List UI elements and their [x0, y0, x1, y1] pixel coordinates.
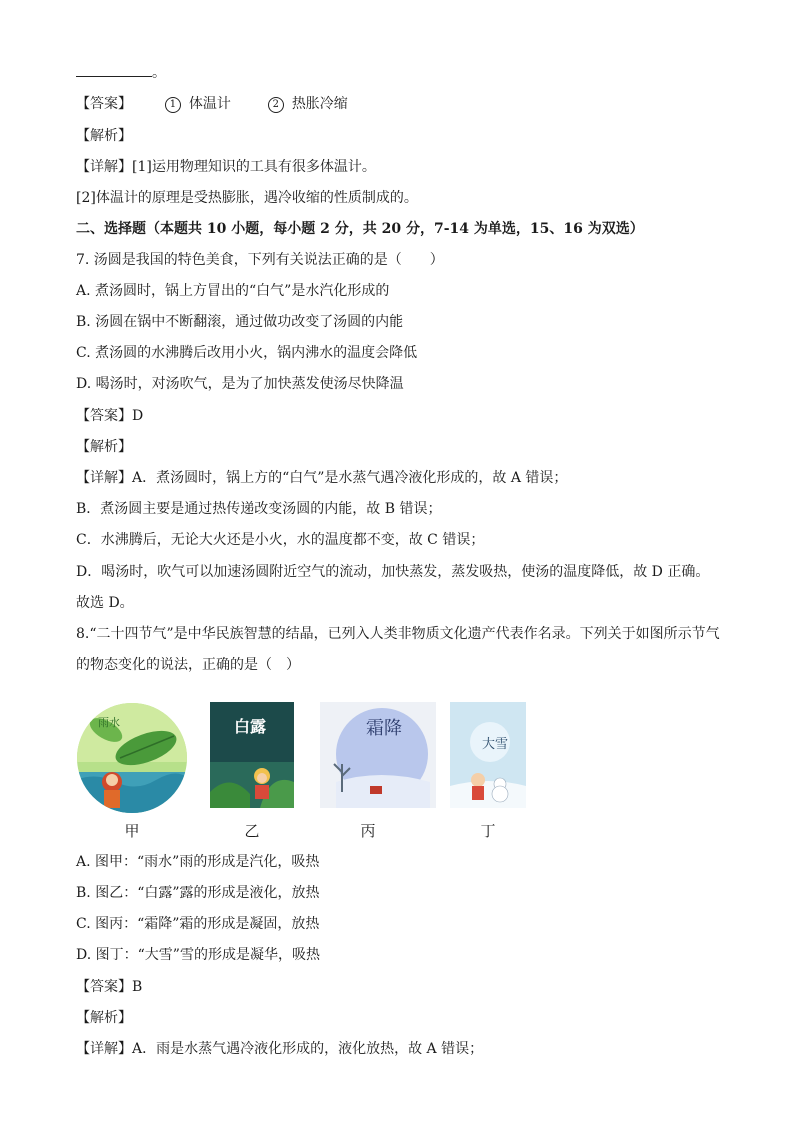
q8-stem-line-1: 8.“二十四节气”是中华民族智慧的结晶，已列入人类非物质文化遗产代表作名录。下列关于如图所示节气: [76, 626, 720, 642]
figure-frost-descent: [320, 702, 436, 808]
figure-caption-jia: 甲: [124, 822, 140, 840]
q7-detail-a: 【详解】A．煮汤圆时，锅上方的“白气”是水蒸气遇冷液化形成的，故 A 错误；: [76, 470, 568, 486]
answer-label: 【答案】: [76, 96, 132, 112]
q7-detail-c: C．水沸腾后，无论大火还是小火，水的温度都不变，故 C 错误；: [76, 532, 485, 548]
q8-option-a: A. 图甲：“雨水”雨的形成是汽化，吸热: [76, 854, 320, 870]
answer-2: 热胀冷缩: [291, 96, 348, 112]
q6-detail-1: 【详解】[1]运用物理知识的工具有很多体温计。: [76, 159, 376, 175]
q7-detail-b: B．煮汤圆主要是通过热传递改变汤圆的内能，故 B 错误；: [76, 501, 442, 517]
q6-analysis-label: 【解析】: [76, 128, 132, 144]
figure-white-dew: [210, 702, 294, 808]
q8-option-b: B. 图乙：“白露”露的形成是液化，放热: [76, 885, 320, 901]
q7-stem: 7. 汤圆是我国的特色美食，下列有关说法正确的是（ ）: [76, 252, 444, 268]
q8-stem-line-2: 的物态变化的说法，正确的是（ ）: [76, 657, 300, 673]
q8-option-c: C. 图丙：“霜降”霜的形成是凝固，放热: [76, 916, 320, 932]
circled-number-2: 2: [268, 97, 284, 113]
q8-detail-a: 【详解】A．雨是水蒸气遇冷液化形成的，液化放热，故 A 错误；: [76, 1041, 484, 1057]
q7-option-c: C. 煮汤圆的水沸腾后改用小火，锅内沸水的温度会降低: [76, 345, 418, 361]
figure-rain-water: [76, 702, 188, 814]
section-title: 二、选择题（本题共 10 小题，每小题 2 分，共 20 分，7-14 为单选，15、16 为双选）: [76, 221, 644, 237]
answer-1: 体温计: [188, 96, 231, 112]
fill-in-blank-line: 。: [76, 62, 166, 83]
answer-blank: [76, 62, 152, 77]
solar-terms-figures: [76, 702, 536, 842]
q7-analysis-label: 【解析】: [76, 439, 132, 455]
q8-answer: 【答案】B: [76, 979, 143, 995]
q8-option-d: D. 图丁：“大雪”雪的形成是凝华，吸热: [76, 947, 320, 963]
circled-number-1: 1: [165, 97, 181, 113]
figure-title: 大雪: [482, 737, 509, 752]
q7-answer: 【答案】D: [76, 408, 144, 424]
q8-analysis-label: 【解析】: [76, 1010, 132, 1026]
q7-option-d: D. 喝汤时，对汤吹气，是为了加快蒸发使汤尽快降温: [76, 376, 404, 392]
figure-heavy-snow: [450, 702, 526, 808]
q6-answer: [76, 94, 348, 114]
figure-caption-yi: 乙: [244, 822, 260, 840]
figure-caption-bing: 丙: [360, 822, 376, 840]
figure-title-char: 雨水: [98, 716, 120, 729]
q7-detail-d: D．喝汤时，吹气可以加速汤圆附近空气的流动，加快蒸发，蒸发吸热，使汤的温度降低，故 D 正确。: [76, 564, 710, 580]
q7-option-a: A. 煮汤圆时，锅上方冒出的“白气”是水汽化形成的: [76, 283, 390, 299]
figure-title: 霜降: [366, 718, 402, 739]
figure-title: 白露: [234, 717, 267, 736]
q7-option-b: B. 汤圆在锅中不断翻滚，通过做功改变了汤圆的内能: [76, 314, 404, 330]
q7-conclusion: 故选 D。: [76, 595, 134, 611]
figure-caption-ding: 丁: [480, 822, 496, 840]
q6-detail-2: [2]体温计的原理是受热膨胀，遇冷收缩的性质制成的。: [76, 190, 418, 206]
